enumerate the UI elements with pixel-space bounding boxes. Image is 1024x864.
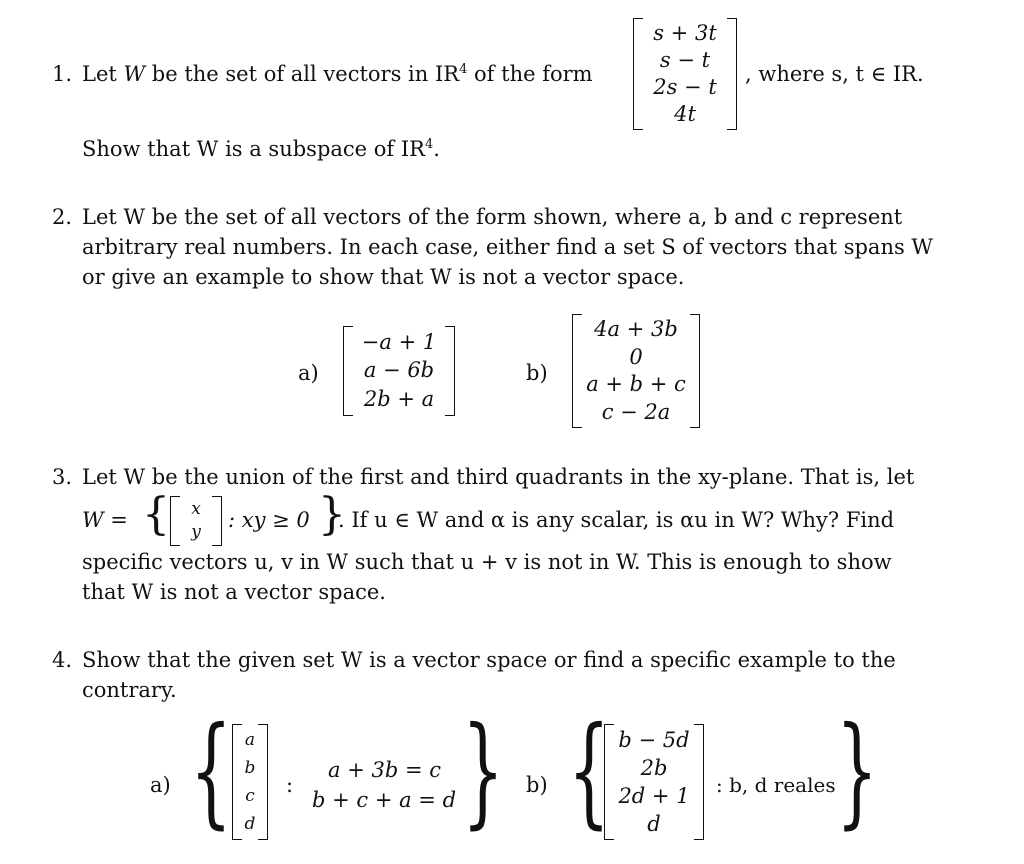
problem-1-number: 1. (52, 62, 73, 86)
problem-1-matrix: s + 3t s − t 2s − t 4t (633, 18, 737, 130)
problem-3-condition: : xy ≥ 0 (228, 508, 310, 532)
problem-4-line-1: Show that the given set W is a vector space or find a specific example to the (82, 648, 896, 672)
problem-2-line-2: arbitrary real numbers. In each case, either find a set S of vectors that spans W (82, 235, 934, 259)
problem-3-vector: x y (170, 496, 222, 546)
problem-2-b-label: b) (526, 361, 548, 385)
problem-1-text: Let W be the set of all vectors in $IR^4$ of the form (82, 62, 593, 86)
problem-1-where: , where s, t ∈ IR. (745, 62, 924, 86)
problem-2-a-matrix: −a + 1 a − 6b 2b + a (343, 326, 455, 416)
problem-2-b-matrix: 4a + 3b 0 a + b + c c − 2a (572, 314, 700, 428)
problem-4-b-condition: : b, d reales (716, 773, 836, 797)
problem-4-b-label: b) (526, 773, 548, 797)
problem-3-line-1: Let W be the union of the first and third quadrants in the xy-plane. That is, let (82, 465, 915, 489)
problem-4-a-left-brace: { (190, 702, 232, 841)
problem-4-a-colon: : (286, 773, 294, 797)
problem-4-a-condition-1: a + 3b = c (328, 758, 441, 782)
problem-2-a-label: a) (298, 361, 319, 385)
problem-3-w-eq: W = (82, 508, 128, 532)
problem-4-a-condition-2: b + c + a = d (312, 788, 457, 812)
problem-3-line-3: specific vectors u, v in W such that u + v is not in W. This is enough to show (82, 550, 892, 574)
problem-2-line-3: or give an example to show that W is not a vector space. (82, 265, 685, 289)
problem-2-line-1: Let W be the set of all vectors of the form shown, where a, b and c represent (82, 205, 903, 229)
problem-4-line-2: contrary. (82, 678, 177, 702)
problem-4-b-left-brace: { (568, 702, 610, 841)
problem-4-b-right-brace: } (836, 702, 878, 841)
problem-4-b-matrix: b − 5d 2b 2d + 1 d (604, 724, 704, 840)
problem-1-show: Show that W is a subspace of $IR^4$. (82, 137, 440, 161)
problem-3-right-brace: } (318, 489, 346, 540)
problem-4-a-right-brace: } (462, 702, 504, 841)
problem-3-number: 3. (52, 465, 73, 489)
problem-4-number: 4. (52, 648, 73, 672)
problem-4-a-label: a) (150, 773, 171, 797)
problem-3-left-brace: { (142, 489, 170, 540)
problem-3-line-2: . If u ∈ W and α is any scalar, is αu in W? Why? Find (338, 508, 895, 532)
problem-2-number: 2. (52, 205, 73, 229)
problem-3-line-4: that W is not a vector space. (82, 580, 386, 604)
problem-4-a-matrix: a b c d (232, 724, 268, 840)
